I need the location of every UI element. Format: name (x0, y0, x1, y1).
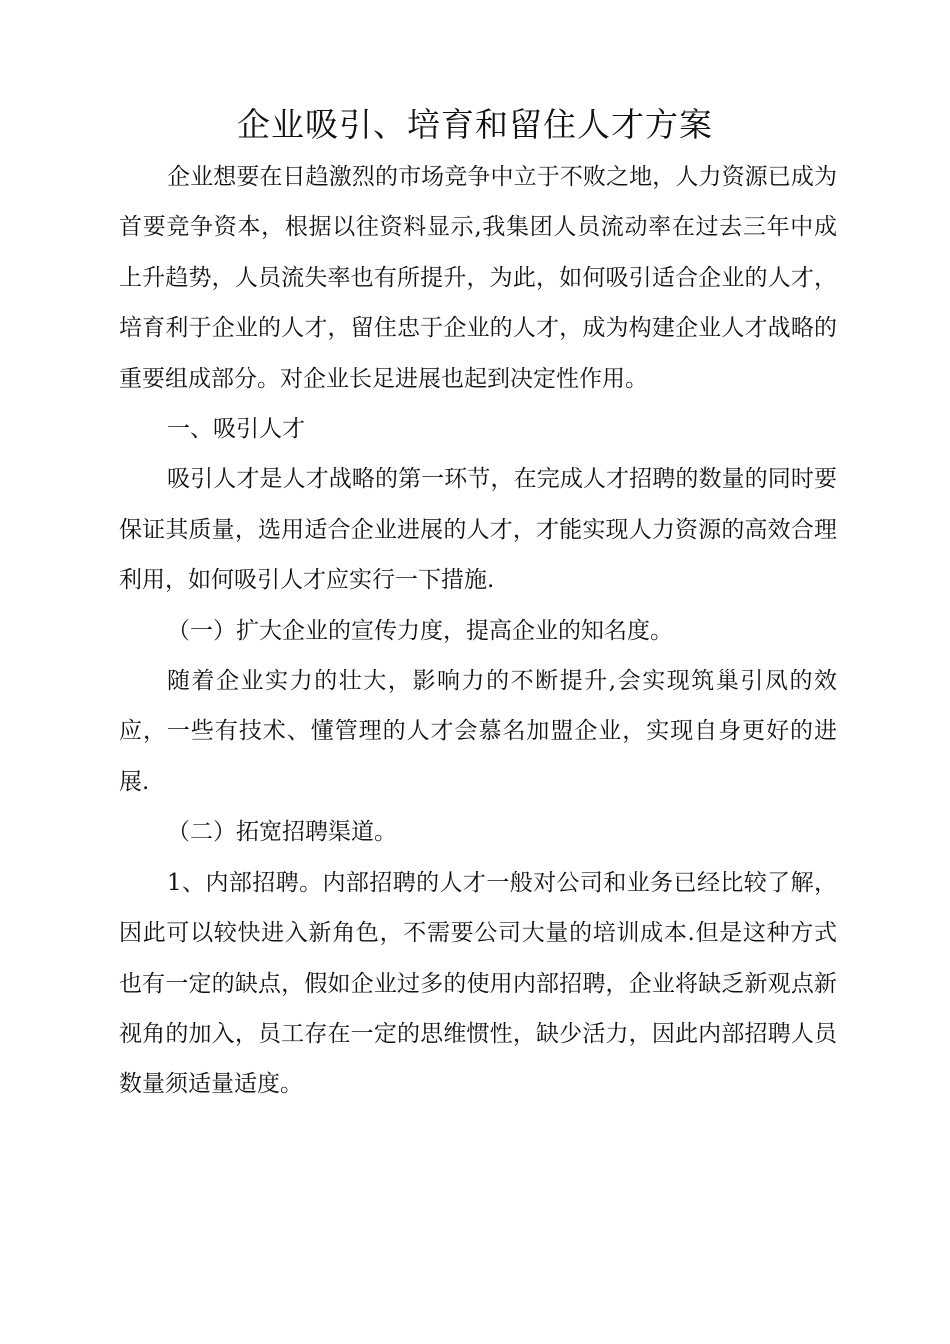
subsection-heading-recruitment-channels: （二）拓宽招聘渠道。 (167, 819, 397, 846)
section-heading-attract-talent: 一、吸引人才 (167, 416, 305, 443)
document-title: 企业吸引、培育和留住人才方案 (237, 105, 713, 144)
document-body (119, 152, 837, 1110)
attract-talent-paragraph: 吸引人才是人才战略的第一环节，在完成人才招聘的数量的同时要保证其质量，选用适合企业进展的人才，才能实现人力资源的高效合理利用，如何吸引人才应实行一下措施. (119, 466, 837, 594)
publicity-paragraph: 随着企业实力的壮大，影响力的不断提升,会实现筑巢引凤的效应，一些有技术、懂管理的人才会慕名加盟企业，实现自身更好的进展. (119, 668, 837, 795)
intro-paragraph: 企业想要在日趋激烈的市场竞争中立于不败之地，人力资源已成为首要竞争资本，根据以往资料显示,我集团人员流动率在过去三年中成上升趋势，人员流失率也有所提升，为此，如何吸引适合企业的人才，培育利于企业的人才，留住忠于企业的人才，成为构建企业人才战略的重要组成部分。对企业长足进展也起到决定性作用。 (119, 164, 837, 392)
subsection-heading-publicity: （一）扩大企业的宣传力度，提高企业的知名度。 (167, 617, 673, 644)
internal-recruitment-paragraph: 1、内部招聘。内部招聘的人才一般对公司和业务已经比较了解，因此可以较快进入新角色，不需要公司大量的培训成本.但是这种方式也有一定的缺点，假如企业过多的使用内部招聘，企业将缺乏新观点新视角的加入，员工存在一定的思维惯性，缺少活力，因此内部招聘人员数量须适量适度。 (119, 869, 837, 1098)
